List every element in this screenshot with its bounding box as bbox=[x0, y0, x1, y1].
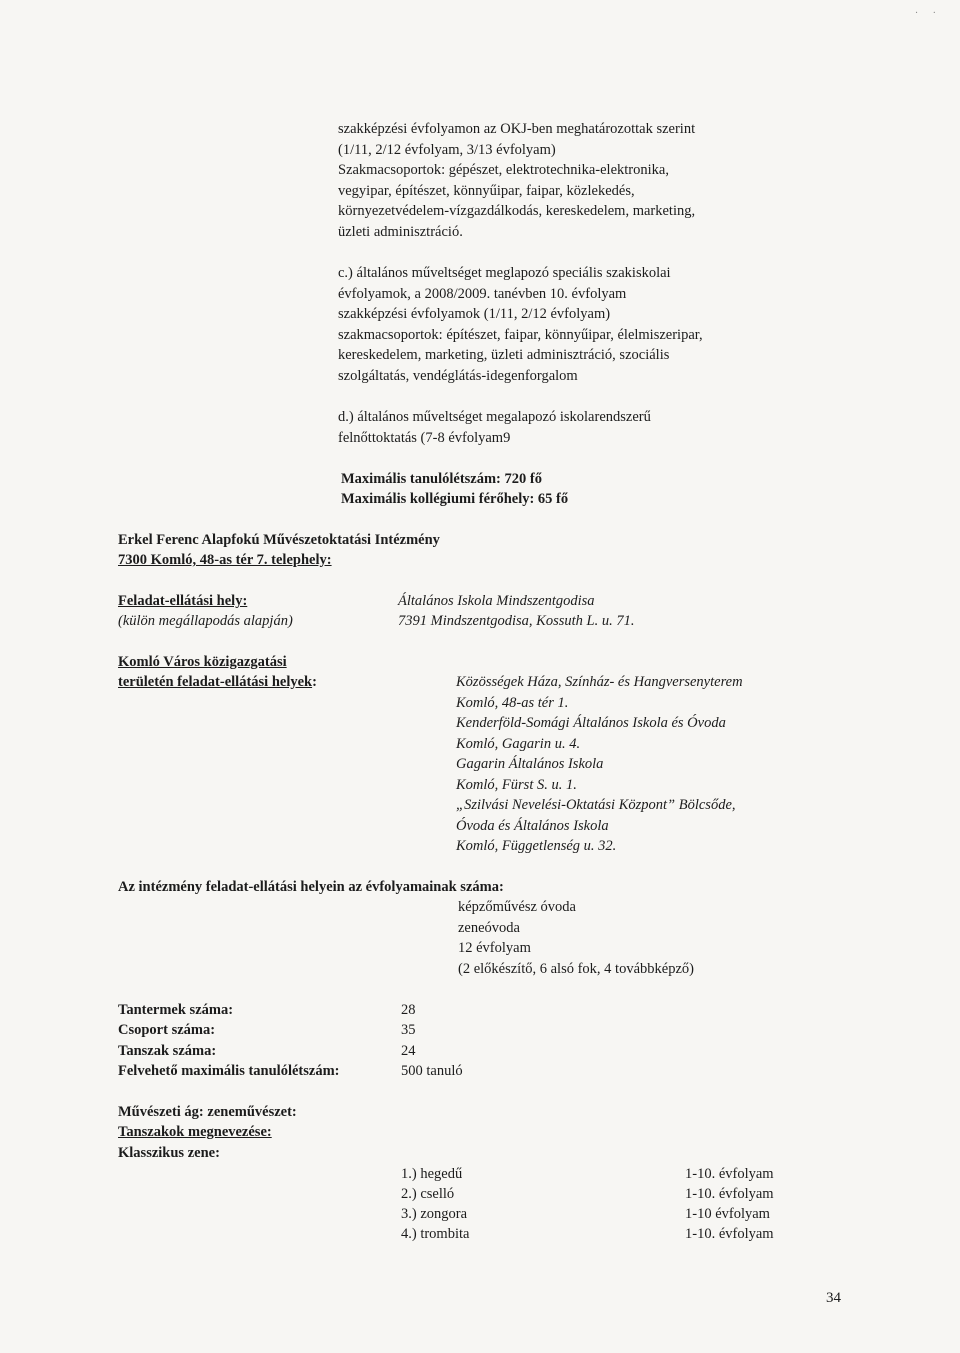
stat-value-classrooms: 28 bbox=[401, 1002, 416, 1018]
section-c-line-2: szakképzési évfolyamok (1/11, 2/12 évfolyam) bbox=[338, 306, 611, 322]
stat-value-max-students: 500 tanuló bbox=[401, 1063, 463, 1079]
section-c-heading: c.) általános műveltséget meglapozó speciális szakiskolai bbox=[338, 265, 671, 281]
instrument-grades-4: 1-10. évfolyam bbox=[685, 1226, 774, 1242]
instrument-grades-1: 1-10. évfolyam bbox=[685, 1166, 774, 1182]
komlo-site-line-2: Komló, 48-as tér 1. bbox=[456, 695, 569, 711]
top-line-4: vegyipar, építészet, könnyűipar, faipar, közlekedés, bbox=[338, 183, 635, 199]
grades-line-4: (2 előkészítő, 6 alsó fok, 4 továbbképző) bbox=[458, 961, 694, 977]
instrument-grades-3: 1-10 évfolyam bbox=[685, 1206, 770, 1222]
max-students: Maximális tanulólétszám: 720 fő bbox=[341, 471, 542, 487]
instrument-grades-2: 1-10. évfolyam bbox=[685, 1186, 774, 1202]
grades-heading: Az intézmény feladat-ellátási helyein az évfolyamainak száma: bbox=[118, 879, 504, 895]
grades-line-1: képzőművész óvoda bbox=[458, 899, 576, 915]
section-d-heading: d.) általános műveltséget megalapozó iskolarendszerű bbox=[338, 409, 651, 425]
music-departments-heading: Tanszakok megnevezése: bbox=[118, 1124, 272, 1140]
komlo-label-line-1: Komló Város közigazgatási bbox=[118, 654, 287, 670]
stat-value-departments: 24 bbox=[401, 1043, 416, 1059]
section-d-line: felnőttoktatás (7-8 évfolyam9 bbox=[338, 430, 511, 446]
instrument-name-2: 2.) cselló bbox=[401, 1186, 455, 1202]
stat-label-classrooms: Tantermek száma: bbox=[118, 1002, 234, 1018]
grades-line-3: 12 évfolyam bbox=[458, 940, 531, 956]
komlo-site-line-5: Gagarin Általános Iskola bbox=[456, 756, 604, 772]
komlo-label-text: területén feladat-ellátási helyek bbox=[118, 674, 313, 690]
komlo-site-line-8: Óvoda és Általános Iskola bbox=[456, 818, 609, 834]
task-site-address: 7391 Mindszentgodisa, Kossuth L. u. 71. bbox=[398, 613, 635, 629]
top-line-1: szakképzési évfolyamon az OKJ-ben meghatározottak szerint bbox=[338, 121, 696, 137]
instrument-name-3: 3.) zongora bbox=[401, 1206, 468, 1222]
instrument-name-4: 4.) trombita bbox=[401, 1226, 470, 1242]
komlo-label-line-2 bbox=[118, 672, 317, 693]
institution-name: Erkel Ferenc Alapfokú Művészetoktatási Intézmény bbox=[118, 532, 440, 548]
komlo-site-line-4: Komló, Gagarin u. 4. bbox=[456, 736, 581, 752]
stat-label-departments: Tanszak száma: bbox=[118, 1043, 217, 1059]
top-line-6: üzleti adminisztráció. bbox=[338, 224, 463, 240]
komlo-site-line-6: Komló, Fürst S. u. 1. bbox=[456, 777, 577, 793]
section-c-line-3: szakmacsoportok: építészet, faipar, könnyűipar, élelmiszeripar, bbox=[338, 327, 703, 343]
scan-specks: · · bbox=[914, 8, 942, 19]
page-number: 34 bbox=[826, 1290, 841, 1306]
stat-label-groups: Csoport száma: bbox=[118, 1022, 216, 1038]
komlo-site-line-3: Kenderföld-Somági Általános Iskola és Óvoda bbox=[456, 715, 726, 731]
instrument-name-1: 1.) hegedű bbox=[401, 1166, 463, 1182]
max-dormitory: Maximális kollégiumi férőhely: 65 fő bbox=[341, 491, 569, 507]
institution-site: 7300 Komló, 48-as tér 7. telephely: bbox=[118, 552, 332, 568]
top-line-5: környezetvédelem-vízgazdálkodás, kereskedelem, marketing, bbox=[338, 203, 696, 219]
task-site-label: Feladat-ellátási hely: bbox=[118, 593, 248, 609]
stat-label-max-students: Felvehető maximális tanulólétszám: bbox=[118, 1063, 340, 1079]
music-branch: Művészeti ág: zeneművészet: bbox=[118, 1104, 297, 1120]
section-c-line-4: kereskedelem, marketing, üzleti adminisztráció, szociális bbox=[338, 347, 670, 363]
grades-line-2: zeneóvoda bbox=[458, 920, 520, 936]
task-site-school: Általános Iskola Mindszentgodisa bbox=[398, 593, 595, 609]
top-line-2: (1/11, 2/12 évfolyam, 3/13 évfolyam) bbox=[338, 142, 556, 158]
section-c-line-1: évfolyamok, a 2008/2009. tanévben 10. évfolyam bbox=[338, 286, 627, 302]
komlo-site-line-1: Közösségek Háza, Színház- és Hangversenyterem bbox=[456, 674, 743, 690]
komlo-site-line-7: „Szilvási Nevelési-Oktatási Központ” Bölcsőde, bbox=[456, 797, 736, 813]
music-classical: Klasszikus zene: bbox=[118, 1145, 220, 1161]
komlo-label-colon: : bbox=[312, 674, 317, 690]
section-c-line-5: szolgáltatás, vendéglátás-idegenforgalom bbox=[338, 368, 578, 384]
top-line-3: Szakmacsoportok: gépészet, elektrotechnika-elektronika, bbox=[338, 162, 669, 178]
komlo-site-line-9: Komló, Függetlenség u. 32. bbox=[456, 838, 617, 854]
stat-value-groups: 35 bbox=[401, 1022, 416, 1038]
task-site-note: (külön megállapodás alapján) bbox=[118, 613, 293, 629]
